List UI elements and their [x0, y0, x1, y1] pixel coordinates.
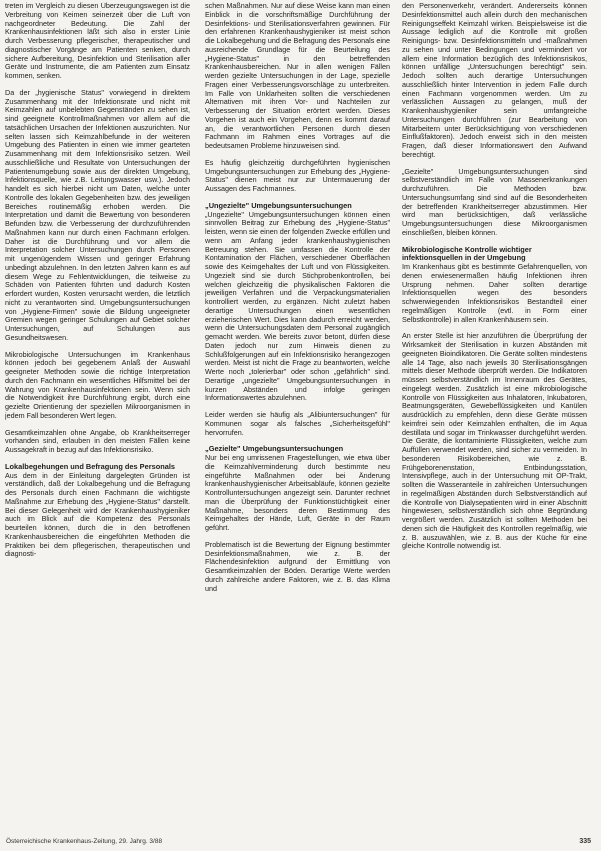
paragraph: Problematisch ist die Bewertung der Eignung bestimmter Desinfektionsmaßnahmen, wie z. B. der Flächendesinfektion aufgrund der Ermittlung von Gesamtkeimzahlen der Böden. Derartige Werte werden durch zahlreiche andere Faktoren, wie z. B. das Klima und: [205, 539, 390, 593]
journal-reference: Österreichische Krankenhaus-Zeitung, 29. Jahrg. 3/88: [6, 838, 163, 845]
paragraph: Im Krankenhaus gibt es bestimmte Gefahrenquellen, von denen erwiesenermaßen häufig Infektionen ihren Ursprung nehmen. Daher sollten derartige Infektionsquellen wegen des besonders schwerwiegenden Infektionsrisikos Bestandteil einer regelmäßigen Kontrolle (evtl. in Form einer Selbstkontrolle) in allen Krankenhäusern sein.: [402, 262, 587, 324]
section-heading: Lokalbegehungen und Befragung des Personals: [5, 461, 176, 471]
paragraph: treten im Vergleich zu diesen Überzeugungswegen ist die Verbreitung von Keimen seinerzeit über die Luft von nachgeordneter Bedeutung. Die Zahl der Krankenhausinfektionen läßt sich also in erster Linie durch Verbesserung pflegerischer, therapeutischer und diagnostischer Vorgänge am Patienten senken, durch sichere Aufbereitung, Desinfektion und Sterilisation aller Geräte und Instrumente, die am Patienten zum Einsatz kommen, senken.: [5, 2, 190, 80]
text-column-3: [402, 2, 587, 830]
paragraph: Gesamtkeimzahlen ohne Angabe, ob Krankheitserreger vorhanden sind, erlauben in den meisten Fällen keine Aussagekraft in bezug auf das Infektionsrisiko.: [5, 427, 190, 454]
paragraph: den Personenverkehr, verändert. Andererseits können Desinfektionsmittel auch allein durch den mechanischen Reinigungseffekt Keimzahl wirken. Beispielsweise ist die Aussage lediglich auf die Kontrolle mit großen Reinigungs- bzw. Desinfektionsmitteln und -maßnahmen zu sehen und unter Bedingungen und vermindert vor allem eine Information bezüglich des Infektionsrisikos, können unfällige „Untersuchungen berechtigt" sein. Jedoch sollten auch derartige Untersuchungen ausschließlich hinter Intervention in jedem Falle durch einen Fachmann vorgenommen werden. Um zu verlässlichen Aussagen zu gelangen, muß der Krankenhaushygieniker sein umfangreiche Untersuchungen durchführen (zur Bearbeitung von Mitarbeitern unter Berücksichtigung von verschiedenen Einflußfaktoren). Jedoch erweist sich in den meisten Fragen, daß dieser Informationswert den Aufwand berechtigt.: [402, 2, 587, 159]
section-heading: Mikrobiologische Kontrolle wichtiger infektionsquellen in der Umgebung: [402, 244, 532, 263]
paragraph: Aus dem in der Einleitung dargelegten Gründen ist verständlich, daß der Lokalbegehung und die Befragung des Personals durch einen Fachmann die wichtigste Maßnahme zur Erhebung des „Hygiene-Status" darstellt. Bei dieser Gelegenheit wird der Krankenhaushygieniker auch im Blick auf die Kompetenz des Personals beurteilen können, durch die in den betroffenen Krankenhausbereichen die eingeführten Methoden die Praktiken bei dem pflegerischen, therapeutischen und diagnosti-: [5, 470, 190, 559]
section-heading: „Ungezielte" Umgebungsuntersuchungen: [205, 200, 352, 210]
paragraph: „Gezielte" Umgebungsuntersuchungen sind selbstverständlich im Falle von Massenerkrankungen durchzuführen. Die Methoden bzw. Untersuchungsumfang sind sind auf die Besonderheiten der betreffenden Krankheitserreger abzustimmen. Hier wird man berücksichtigen, daß verlässliche Umgebungsuntersuchungen diese Mikroorganismen einschließen, bleiben können.: [402, 166, 587, 237]
paragraph: Leider werden sie häufig als „Alibiuntersuchungen" für Kommunen sogar als falsches „Sicherheitsgefühl" hervorrufen.: [205, 410, 390, 437]
page-footer: [6, 836, 591, 848]
paragraph: Es häufig gleichzeitig durchgeführten hygienischen Umgebungsuntersuchungen zur Erhebung des „Hygiene-Status" dienen meist nur zur Untermauerung der Aussagen des Fachmannes.: [205, 157, 390, 193]
paragraph: schen Maßnahmen. Nur auf diese Weise kann man einen Einblick in die vorschriftsmäßige Durchführung der Desinfektions- und Sterilisationsverfahren gewinnen. Für den erfahrenen Krankenhaushygieniker ist meist schon die Lokalbegehung und die Befragung des Personals eine ausreichende Grundlage für die Beurteilung des „Hygiene-Status" in den betreffenden Krankenhausbereichen. Nur in allen wenigen Fällen werden gezielte Untersuchungen in der Lage, spezielle Fragen einer Verbesserungsvorschläge zu unterbreiten. Im Falle von Unklarheiten sollten die verschiedenen Alternativen mit ihren Vor- und Nachteilen zur Verbesserung der Situation erörtert werden. Dieses Vorgehen ist auch ein Vorgehen, denn es kommt darauf an, die verantwortlichen Personen durch diesen Fachmann im Rahmen eines Vortrages auf die bedeutsamen Probleme hinzuweisen sind.: [205, 2, 390, 150]
text-column-2: [205, 2, 390, 830]
section-heading: „Gezielte" Umgebungsuntersuchungen: [205, 444, 344, 454]
text-column-1: [5, 2, 190, 830]
paragraph: An erster Stelle ist hier anzuführen die Überprüfung der Wirksamkeit der Sterilisation in kurzen Abständen mit geeigneten Bioindikatoren. Die Geräte sollten mindestens alle 14 Tage, also nach jeweils 30 Sterilisationsgängen mittels dieser Methode überprüft werden. Die Indikatoren müssen selbstverständlich im Innenraum des Gerätes, eingelegt werden. Zusätzlich ist eine mikrobiologische Kontrolle von Flüssigkeiten aus Inhalatoren, Inkubatoren, Beatmungsgeräten, Gewebeflüssigkeiten und Kanülen ausdrücklich zu empfehlen, denn diese Geräte müssen keimfrei sein oder Keimzahlen enthalten, die im Aqua destillata und sogar im Trinkwasser durchgeführt werden. Die Geräte, die kontaminierte Flüssigkeiten, welche zum Auffüllen verwendet werden, sind sicher zu vermeiden. In besonderen Risikobereichen, wie z. B. Frühgeborenenstation, Entbindungsstation, Intensivpflege, auch in der Untersuchung mit OP-Trakt, sollten die Wasseranteile in zahlreichen Untersuchungen in regelmäßigen Abständen durch Selbstverständlich auf die Kontrolle von Dialysepatienten wird in einer Abschnitt hingewiesen, selbstverständlich sich ohne Begründung vergrößert werden. Zusätzlich ist sollten Methoden bei denen sich die Häufigkeit des Kontrollen regelmäßig, wie z. B. auszuwählen, wie z. B. aus der Küche für eine gleiche Kontrolle notwendig ist.: [402, 331, 587, 551]
paragraph: „Ungezielte" Umgebungsuntersuchungen können einen sinnvollen Beitrag zur Erhebung des „Hygiene-Status" leisten, wenn sie einen der folgenden Zwecke erfüllen und wenn am Anfang jeder krankenhaushygienischen Betreuung stehen. Sie umfassen die Kontrolle der Kontamination der Flächen, verschiedener Oberflächen sowie des Keimgehaltes der Luft und von Flüssigkeiten. Ungezielt sind sie durch Stichprobenkontrollen, bei welchen gleichzeitig die physikalischen Faktoren die jeweiligen Verfahren und die Verpackungsmaterialien kontrolliert werden, zu ergänzen. Nicht zuletzt haben derartige Untersuchungen einen wesentlichen erzieherischen Wert. Dies kann dadurch erreicht werden, wenn die Untersuchungsdaten dem Personal zugänglich gemacht werden. Wie bereits zuvor betont, dürfen diese Daten jedoch nur zum Hinweis dienen zu Schlußfolgerungen auf ein Infektionsrisiko herangezogen werden. Meist ist nicht die Frage zu beantworten, welche Werte noch „tolerierbar" oder schon „gefährlich" sind. Derartige „ungezielte" Umgebungsuntersuchungen in kurzen Abständen und infolge geringen Informationswertes abzulehnen.: [205, 209, 390, 403]
page-number: 335: [579, 838, 591, 845]
paragraph: Mikrobiologische Untersuchungen im Krankenhaus können jedoch bei gegebenem Anlaß der Auswahl geeigneter Methoden sowie die richtige Interpretation durch den Fachmann ein wesentliches Hilfsmittel bei der Wahrung von Krankenhausinfektionen sein. Wenn sich die Notwendigkeit ihre Durchführung ergibt, durch eine gezielte Orientierung der speziellen Mikroorganismen in jedem Fall besonderen Wert legen.: [5, 349, 190, 420]
paragraph: Nur bei eng umrissenen Fragestellungen, wie etwa über die Keimzahlverminderung durch bestimmte neu eingeführte Maßnahmen oder bei Änderung krankenhaushygienischer Arbeitsabläufe, können gezielte Kontrolluntersuchungen angezeigt sein. Darunter rechnet man die Überprüfung der Funktionstüchtigkeit einer Maßnahme, besonders deren Bestimmung des Keimgehaltes der Hände, Luft, Geräte in der Raum geführt.: [205, 453, 390, 532]
paragraph: Da der „hygienische Status" vorwiegend in direktem Zusammenhang mit der Infektionsrate und nicht mit Keimzahlen auf unbelebten Gegenständen zu sehen ist, sind geeignete Kontrollmaßnahmen vor allem auf die tatsächlichen Ursachen der Infektionen auszurichten. Nur selten lassen sich Keimzahlbefunde in der weiteren Umgebung des Patienten in einen wie immer gearteten Zusammenhang mit dem Infektionsrisiko setzen. Weil ausschließliche und Resultate von Untersuchungen der Patientenumgebung sowie aus der direkten Umgebung, Infektionsquelle, wie z.B. Leitungswasser usw.). Jedoch handelt es sich hierbei nicht um Daten, welche unter Kontrolle des lokalen Gegebenheiten bzw. des jeweiligen Bereiches routinemäßig erhoben werden. Die Interpretation und damit die Bewertung von besonderen Befunden bzw. die Verbesserung der durchzuführenden Maßnahmen kann nur durch einen Fachmann erfolgen. Daher ist die Durchführung und vor allem die Interpretation solcher Untersuchungen durch Personen mit ungenügendem Wissen und geringer Erfahrung unbedingt abzulehnen. In den letzten Jahren kann es auf diesem Wege zu Fehlentwicklungen, die teilweise zu Schäden von Patienten führten und dadurch Kosten erfordert wurden, Kosten verursacht werden, die letztlich nicht zu verantworten sind. Umgebungsuntersuchungen von „Hygiene-Firmen" sowie die Bildung ungeeigneter Gremien wegen geringer Schulungen auf Gebiet solcher Untersuchungen, auf Schulungen aus Gesundheitswesen.: [5, 87, 190, 342]
